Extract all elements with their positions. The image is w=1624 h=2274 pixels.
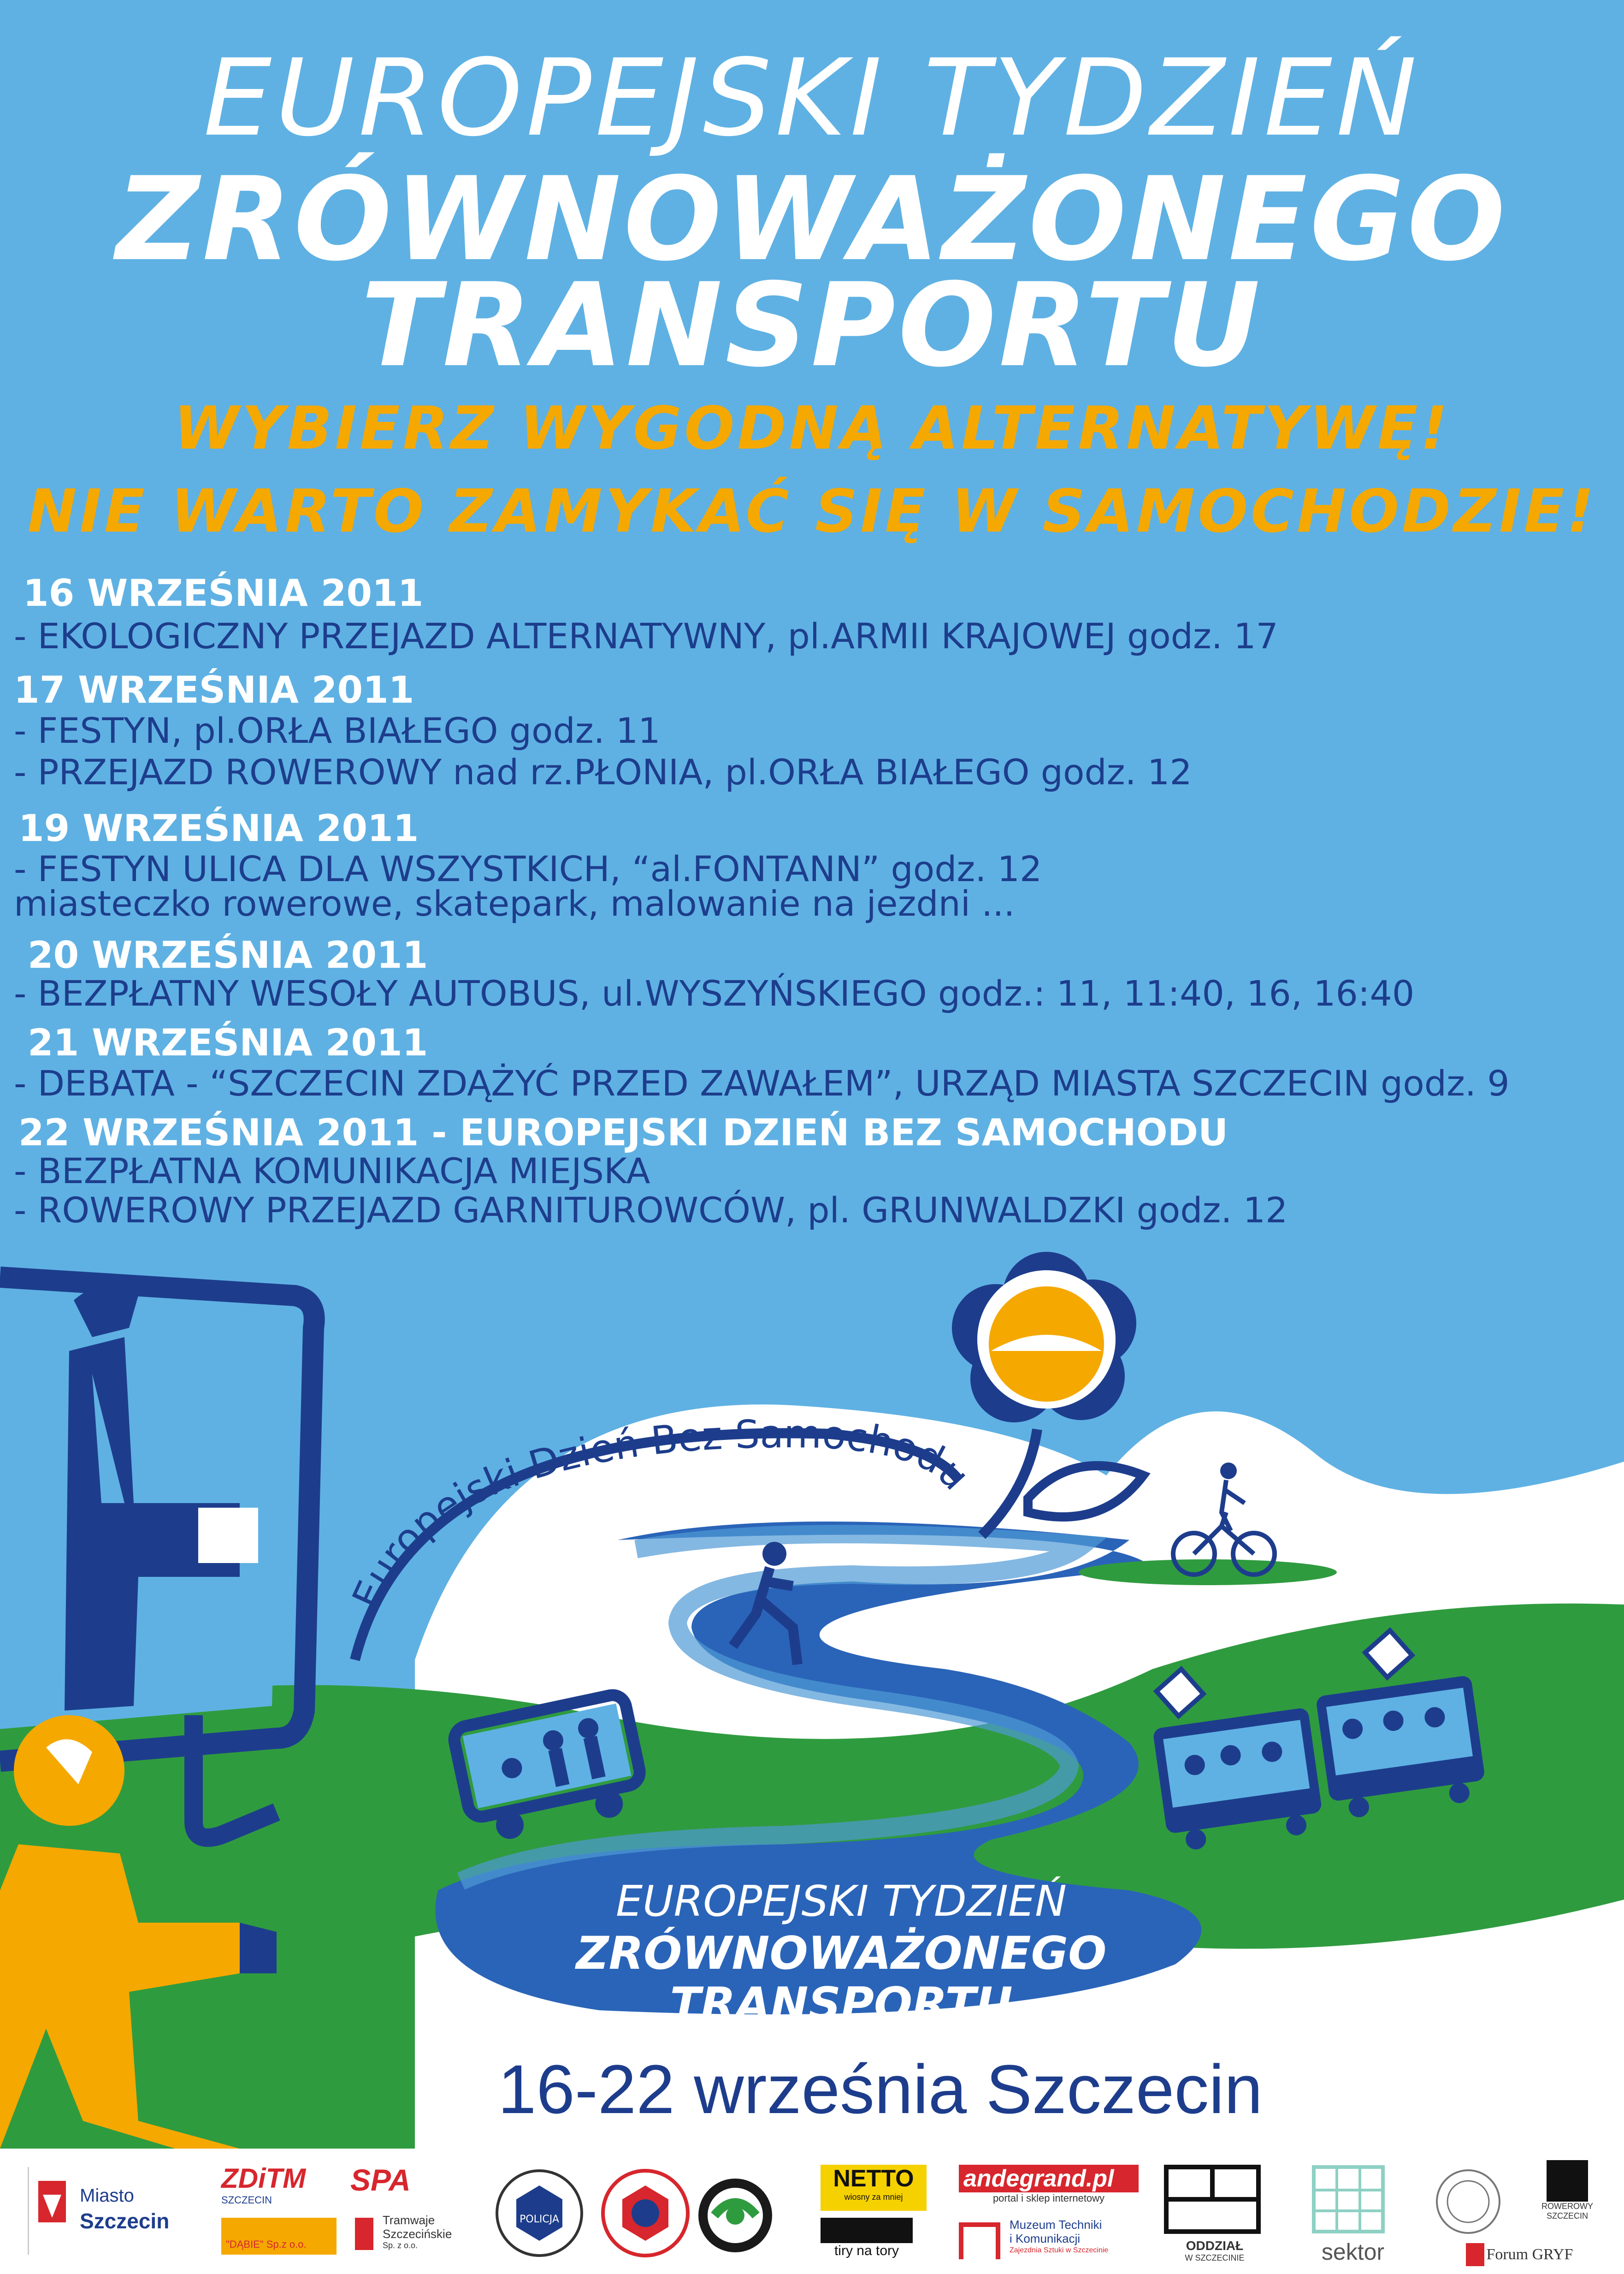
logo-cycling-club[interactable] <box>696 2176 774 2255</box>
event-dates: 16-22 września Szczecin <box>498 2050 1263 2128</box>
logo-rowerowy-szczecin[interactable] <box>1521 2160 1613 2234</box>
logo-sektor[interactable] <box>1300 2162 1406 2268</box>
logo-text: W SZCZECINIE <box>1185 2253 1245 2262</box>
main-title-line1: EUROPEJSKI TYDZIEŃ <box>203 37 1421 160</box>
logo-text: portal i sklep internetowy <box>992 2192 1105 2204</box>
logo-text: tiry na tory <box>834 2243 899 2258</box>
logo-straz-miejska[interactable] <box>599 2167 691 2264</box>
logo-spa[interactable] <box>350 2162 443 2209</box>
logo-text: Muzeum Techniki <box>1010 2218 1102 2232</box>
schedule-item: - ROWEROWY PRZEJAZD GARNITUROWCÓW, pl. GRUNWALDZKI godz. 12 <box>14 1190 1288 1231</box>
logo-text: SZCZECIN <box>1547 2211 1588 2221</box>
oddzial-mark-icon <box>1162 2162 1263 2236</box>
logo-muzeum[interactable] <box>959 2218 1139 2268</box>
logo-andegrand[interactable] <box>959 2165 1139 2211</box>
schedule-item: - DEBATA - “SZCZECIN ZDĄŻYĆ PRZED ZAWAŁEM”, URZĄD MIASTA SZCZECIN godz. 9 <box>14 1063 1510 1104</box>
logo-spa-dabie[interactable] <box>221 2218 337 2255</box>
logo-oddzial[interactable] <box>1162 2162 1268 2268</box>
logo-text: andegrand.pl <box>959 2165 1139 2192</box>
griffin-icon <box>1466 2243 1484 2266</box>
schedule-item: - BEZPŁATNA KOMUNIKACJA MIEJSKA <box>14 1150 650 1191</box>
schedule-date-20: 20 WRZEŚNIA 2011 <box>28 934 428 977</box>
schedule-date-17: 17 WRZEŚNIA 2011 <box>14 669 414 711</box>
main-title-line3: TRANSPORTU <box>361 258 1263 392</box>
logo-text: SZCZECIN <box>221 2194 272 2206</box>
inner-title-line1: EUROPEJSKI TYDZIEŃ <box>616 1877 1067 1926</box>
schedule-item: - PRZEJAZD ROWEROWY nad rz.PŁONIA, pl.ORŁA BIAŁEGO godz. 12 <box>14 752 1192 793</box>
schedule-date-16: 16 WRZEŚNIA 2011 <box>23 572 424 615</box>
wheel-icon <box>696 2176 774 2255</box>
logo-text: Tramwaje <box>383 2213 435 2227</box>
logo-text: ZDiTM <box>221 2163 306 2194</box>
logo-miasto-szczecin[interactable] <box>28 2167 186 2255</box>
city-crest-icon <box>34 2176 75 2245</box>
schedule-date-21: 21 WRZEŚNIA 2011 <box>28 1021 428 1064</box>
police-badge-icon <box>493 2167 585 2259</box>
logo-policja[interactable] <box>493 2167 585 2264</box>
arc-label: Europejski Dzień Bez Samochodu <box>343 1411 979 1616</box>
logo-netto[interactable] <box>821 2165 927 2211</box>
logo-text: Szczecińskie <box>383 2227 452 2241</box>
svg-text:POLICJA: POLICJA <box>520 2214 559 2225</box>
logo-text: Miasto <box>80 2185 134 2206</box>
logo-text: Szczecin <box>80 2209 170 2233</box>
seal-icon <box>1434 2167 1503 2236</box>
slogan-line1: WYBIERZ WYGODNĄ ALTERNATYWĘ! <box>174 394 1450 463</box>
sponsor-bar <box>0 2149 1624 2274</box>
logo-text: Sp. z o.o. <box>383 2241 418 2250</box>
schedule-date-19: 19 WRZEŚNIA 2011 <box>18 807 419 850</box>
logo-text: wiosny za mniej <box>844 2192 903 2202</box>
schedule-item: - FESTYN ULICA DLA WSZYSTKICH, “al.FONTANN” godz. 12 <box>14 848 1042 889</box>
schedule-date-22: 22 WRZEŚNIA 2011 - EUROPEJSKI DZIEŃ BEZ SAMOCHODU <box>18 1111 1228 1154</box>
museum-icon <box>959 2222 1000 2259</box>
schedule-item: - FESTYN, pl.ORŁA BIAŁEGO godz. 11 <box>14 710 661 751</box>
logo-text: ODDZIAŁ <box>1186 2238 1244 2253</box>
inner-title-line3: TRANSPORTU <box>670 1978 1013 2031</box>
train-icon <box>821 2218 913 2243</box>
logo-text: ROWEROWY <box>1541 2202 1593 2211</box>
logo-text: NETTO <box>833 2165 914 2192</box>
logo-text: i Komunikacji <box>1010 2232 1081 2245</box>
schedule-item: - EKOLOGICZNY PRZEJAZD ALTERNATYWNY, pl.ARMII KRAJOWEJ godz. 17 <box>14 616 1278 657</box>
logo-seal[interactable] <box>1434 2167 1503 2236</box>
bike-rider-icon <box>1547 2160 1588 2202</box>
main-title-line2: ZRÓWNOWAŻONEGO <box>116 152 1508 286</box>
tram-crest-icon <box>355 2218 373 2250</box>
inner-title-line2: ZRÓWNOWAŻONEGO <box>576 1927 1107 1980</box>
city-guard-badge-icon <box>599 2167 691 2259</box>
sektor-mark-icon <box>1300 2162 1392 2236</box>
slogan-line2: NIE WARTO ZAMYKAĆ SIĘ W SAMOCHODZIE! <box>27 477 1597 546</box>
logo-text: SPA <box>350 2163 411 2197</box>
logo-tramwaje[interactable] <box>355 2213 461 2268</box>
logo-forum-gryf[interactable] <box>1466 2243 1618 2271</box>
logo-text: sektor <box>1321 2239 1385 2265</box>
schedule-item: miasteczko rowerowe, skatepark, malowanie na jezdni ... <box>14 883 1015 924</box>
logo-text: "DĄBIE" Sp.z o.o. <box>226 2238 307 2250</box>
logo-text: Forum GRYF <box>1486 2246 1573 2263</box>
logo-text: Zajezdnia Sztuki w Szczecinie <box>1010 2246 1109 2254</box>
logo-tiry-na-tory[interactable] <box>821 2218 927 2268</box>
logo-zditm[interactable] <box>221 2162 337 2204</box>
schedule-item: - BEZPŁATNY WESOŁY AUTOBUS, ul.WYSZYŃSKIEGO godz.: 11, 11:40, 16, 16:40 <box>14 973 1415 1014</box>
